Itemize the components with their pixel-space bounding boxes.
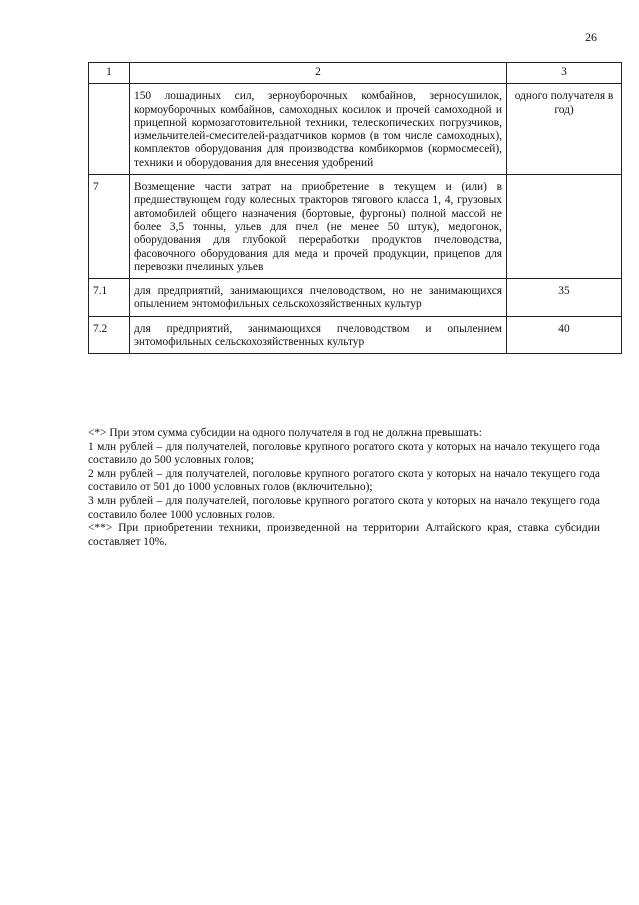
row-number: 7.1 [89, 279, 130, 317]
subsidy-table [88, 62, 622, 354]
row-description: для предприятий, занимающихся пчеловодством, но не занимающихся опылением энтомофильных сельскохозяйственных культур [130, 279, 507, 317]
table-row [89, 316, 622, 354]
footnote-technique: <**> При приобретении техники, произведенной на территории Алтайского края, ставка субсидии составляет 10%. [88, 522, 600, 548]
header-col-2: 2 [130, 63, 507, 84]
footnote-line: 2 млн рублей – для получателей, поголовье крупного рогатого скота у которых на начало текущего года составило от 501 до 1000 условных голов (включительно); [88, 467, 600, 494]
row-value: 35 [507, 279, 622, 317]
row-number: 7 [89, 175, 130, 279]
row-description: Возмещение части затрат на приобретение в текущем и (или) в предшествующем году колесных тракторов тягового класса 1, 4, грузовых автомобилей общего назначения (бортовые, фургоны) полной массой не более 3,5 тонны, ульев для пчел (не менее 50 штук), медогонок, оборудования для глубокой переработки продуктов пчеловодства, фасовочного оборудования для меда и прочей продукции, прицепов для перевозки пчелиных ульев [130, 175, 507, 279]
table-header-row [89, 63, 622, 84]
row-description: 150 лошадиных сил, зерноуборочных комбайнов, зерносушилок, кормоуборочных комбайнов, самоходных косилок и прочей самоходной и прицепной кормозаготовительной техники, телескопических погрузчиков, измельчителей-смесителей-раздатчиков кормов (в том числе самоходных), комплектов оборудования для производства комбикормов (кормосмесей), техники и оборудования для внесения удобрений [130, 84, 507, 175]
header-col-1: 1 [89, 63, 130, 84]
row-description: для предприятий, занимающихся пчеловодством и опылением энтомофильных сельскохозяйственных культур [130, 316, 507, 354]
footnote-intro: <*> При этом сумма субсидии на одного получателя в год не должна превышать: [88, 427, 482, 439]
page-number: 26 [585, 30, 597, 44]
footnote-line: 3 млн рублей – для получателей, поголовье крупного рогатого скота у которых на начало текущего года составило более 1000 условных голов. [88, 494, 600, 521]
table-row [89, 84, 622, 175]
table-row [89, 175, 622, 279]
row-value: 40 [507, 316, 622, 354]
row-number [89, 84, 130, 175]
header-col-3: 3 [507, 63, 622, 84]
row-number: 7.2 [89, 316, 130, 354]
row-value [507, 175, 622, 279]
table-row [89, 279, 622, 317]
footnote-line: 1 млн рублей – для получателей, поголовье крупного рогатого скота у которых на начало текущего года составило до 500 условных голов; [88, 440, 600, 467]
footnotes [88, 427, 600, 549]
row-value: одного получателя в год) [507, 84, 622, 175]
